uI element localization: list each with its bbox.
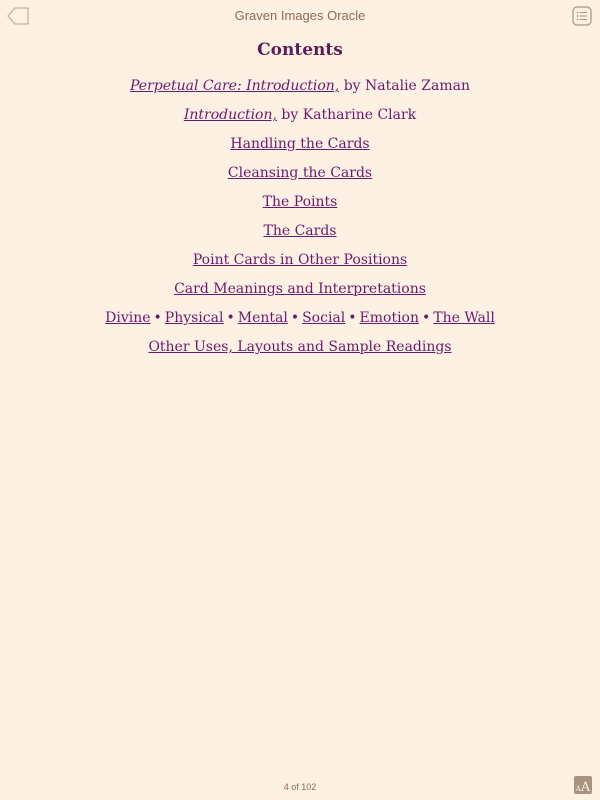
toc-entry-points: [0, 188, 600, 217]
contents-heading: Contents: [257, 40, 343, 60]
toc-entry-cleansing: [0, 159, 600, 188]
toc-entry-other-uses: [0, 333, 600, 362]
font-large-a: A: [580, 780, 591, 795]
toc-author-natalie-zaman: by Natalie Zaman: [339, 78, 470, 94]
toc-link-the-points[interactable]: The Points: [262, 194, 338, 210]
toc-entry-point-cards: [0, 246, 600, 275]
toc-link-card-meanings[interactable]: Card Meanings and Interpretations: [174, 281, 426, 297]
table-of-contents-icon[interactable]: [572, 6, 592, 26]
toc-entry-cards: [0, 217, 600, 246]
toc-link-the-cards[interactable]: The Cards: [263, 223, 337, 239]
toc-author-katharine-clark: by Katharine Clark: [276, 107, 417, 123]
toc-link-perpetual-care[interactable]: Perpetual Care: Introduction,: [130, 78, 340, 94]
toc-link-cleansing-the-cards[interactable]: Cleansing the Cards: [227, 165, 373, 181]
toc-link-divine[interactable]: Divine: [105, 310, 151, 326]
toc-link-handling-the-cards[interactable]: Handling the Cards: [230, 136, 370, 152]
toc-link-introduction[interactable]: Introduction,: [183, 107, 277, 123]
bullet-separator: •: [290, 310, 300, 326]
top-bar: [0, 0, 600, 34]
bullet-separator: •: [226, 310, 235, 326]
bullet-separator: •: [422, 310, 431, 326]
book-title: Graven Images Oracle: [234, 8, 366, 23]
toc-link-the-wall[interactable]: The Wall: [433, 310, 495, 326]
toc-link-emotion[interactable]: Emotion: [359, 310, 420, 326]
toc-entry-meanings: [0, 275, 600, 304]
toc-link-other-uses[interactable]: Other Uses, Layouts and Sample Readings: [148, 339, 452, 355]
toc-entry-handling: [0, 130, 600, 159]
bullet-separator: •: [348, 310, 357, 326]
toc-category-links: [0, 304, 600, 333]
contents-page: [0, 38, 600, 362]
toc-entry-introduction: [0, 101, 600, 130]
font-small-a: A: [575, 785, 581, 793]
bullet-separator: •: [153, 310, 162, 326]
page-indicator: 4 of 102: [283, 782, 317, 792]
font-settings-button[interactable]: [574, 776, 592, 794]
toc-link-physical[interactable]: Physical: [164, 310, 224, 326]
toc-link-mental[interactable]: Mental: [237, 310, 288, 326]
toc-entry-perpetual-care: [0, 72, 600, 101]
toc-link-social[interactable]: Social: [302, 310, 346, 326]
toc-link-point-cards-other-positions[interactable]: Point Cards in Other Positions: [192, 252, 408, 268]
